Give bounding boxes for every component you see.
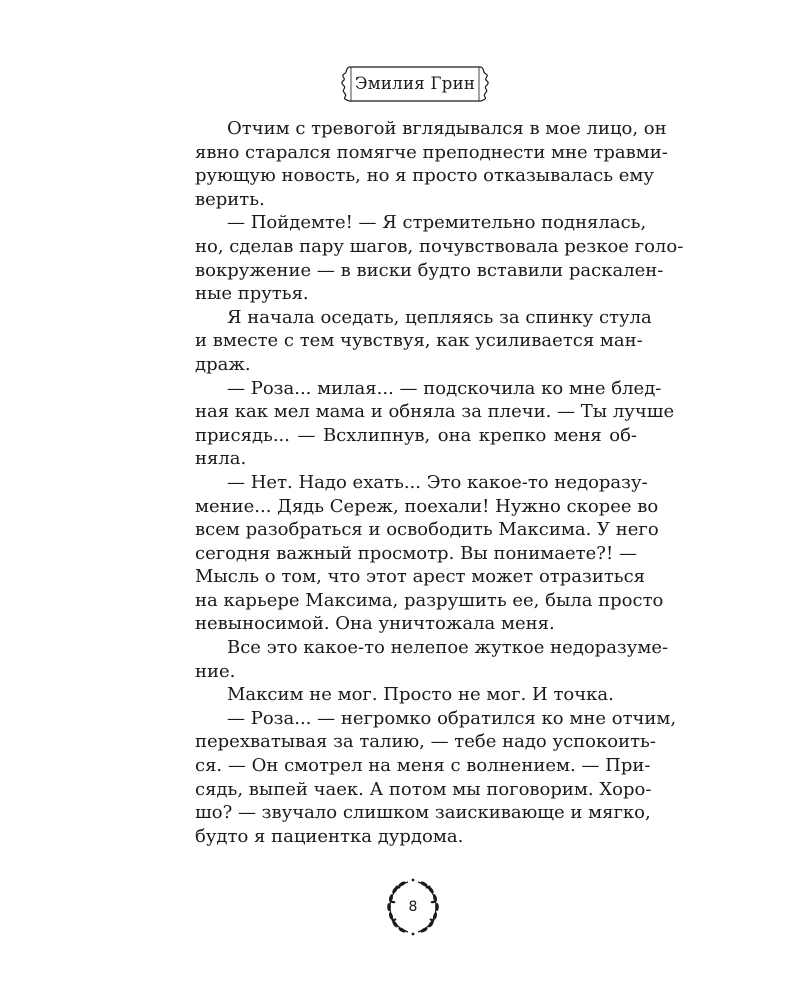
text-line: Максим не мог. Просто не мог. И точка. [227, 684, 614, 706]
text-line: — Пойдемте! — Я стремительно поднялась, [227, 212, 647, 234]
page-number: 8 [408, 899, 418, 915]
text-line: вокружение — в виски будто вставили раскален- [195, 259, 664, 281]
paragraph [195, 306, 652, 377]
text-line: сядь, выпей чаек. А потом мы поговорим. Хоро- [195, 778, 652, 800]
header-author-name: Эмилия Грин [354, 74, 476, 93]
text-line: ная как мел мама и обняла за плечи. — Ты лучше [195, 401, 675, 423]
text-line: верить. [195, 188, 265, 210]
text-line: ные прутья. [195, 283, 309, 305]
text-line: — Роза... милая... — подскочила ко мне блед- [227, 377, 662, 399]
paragraph [195, 683, 637, 707]
text-line: но, сделав пару шагов, почувствовала резкое голо- [195, 235, 684, 257]
text-line: — Роза... — негромко обратился ко мне отчим, [227, 707, 677, 729]
text-line: Отчим с тревогой вглядывался в мое лицо, он [227, 118, 667, 139]
text-line: на карьере Максима, разрушить ее, была просто [195, 589, 664, 611]
text-line: сегодня важный просмотр. Вы понимаете?! — [195, 542, 637, 564]
paragraph [195, 211, 684, 305]
text-line: драж. [195, 353, 251, 375]
text-line: перехватывая за талию, — тебе надо успокоить- [195, 731, 656, 753]
text-line: Я начала оседать, цепляясь за спинку стула [227, 306, 652, 328]
text-line: присядь... — Всхлипнув, она крепко меня об- [195, 424, 637, 446]
text-line: и вместе с тем чувствуя, как усиливается ман- [195, 330, 643, 352]
running-header [0, 64, 800, 104]
paragraph [195, 377, 675, 471]
text-line: ние. [195, 660, 236, 682]
paragraph [195, 707, 677, 849]
paragraph [195, 471, 664, 636]
text-line: няла. [195, 448, 247, 470]
text-line: Все это какое-то нелепое жуткое недоразуме- [227, 637, 669, 659]
text-line: всем разобраться и освободить Максима. У него [195, 519, 659, 541]
text-line: шо? — звучало слишком заискивающе и мягко, [195, 802, 651, 824]
paragraph [195, 117, 668, 211]
text-line: рующую новость, но я просто отказывалась ему [195, 165, 654, 187]
page-body-text [195, 117, 684, 848]
text-line: невыносимой. Она уничтожала меня. [195, 613, 555, 635]
text-line: ся. — Он смотрел на меня с волнением. — При- [195, 755, 651, 777]
text-line: будто я пациентка дурдома. [195, 825, 464, 847]
text-line: мение... Дядь Сереж, поехали! Нужно скорее во [195, 495, 659, 517]
paragraph [195, 636, 669, 683]
text-line: Мысль о том, что этот арест может отразиться [195, 566, 646, 588]
text-line: явно старался помягче преподнести мне травми- [195, 141, 668, 163]
text-line: — Нет. Надо ехать... Это какое-то недоразу- [227, 471, 648, 493]
